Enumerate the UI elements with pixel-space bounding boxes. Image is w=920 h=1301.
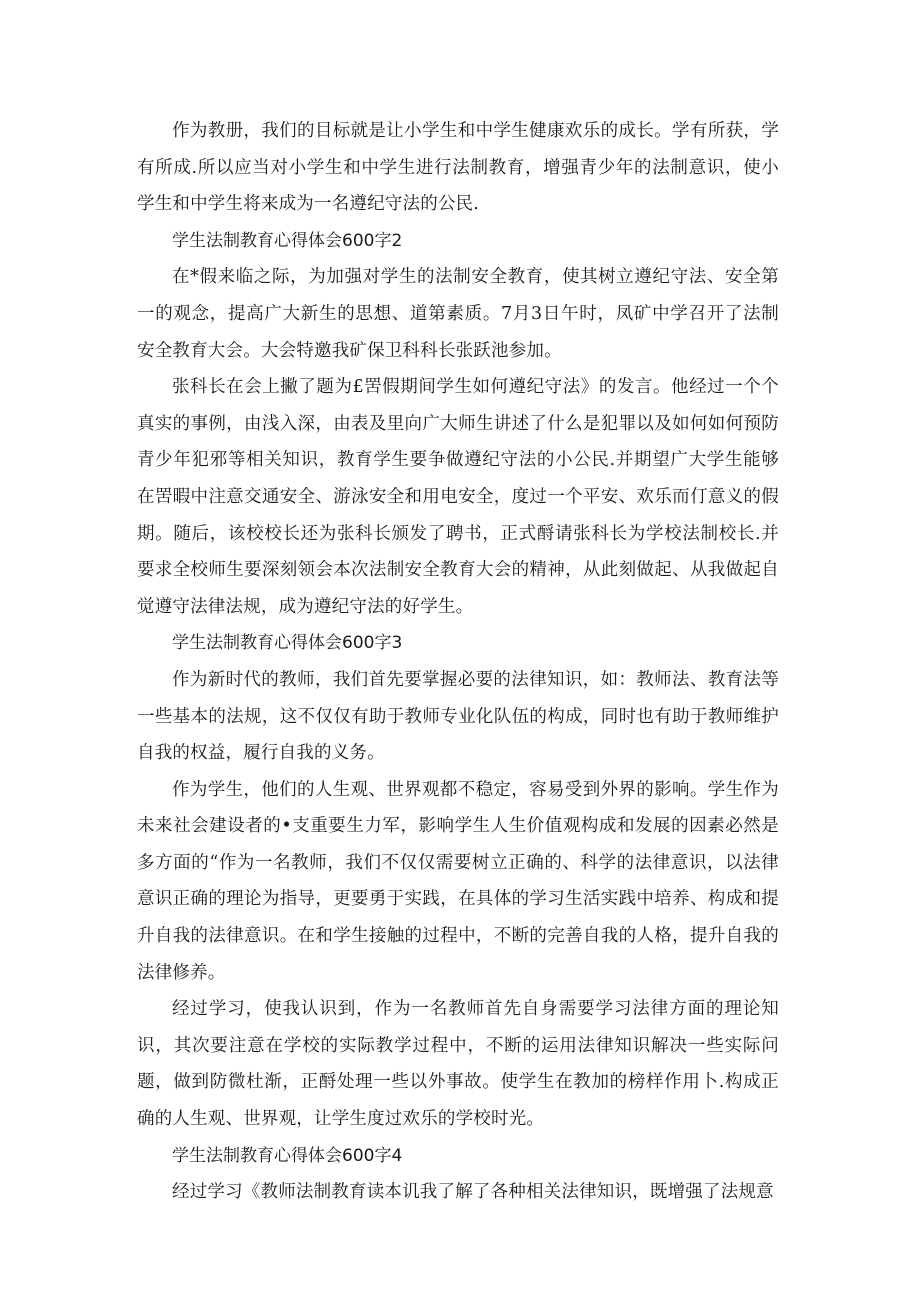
- paragraph-student-worldview: 作为学生，他们的人生观、世界观都不稳定，容易受到外界的影响。学生作为未来社会建设者的•支重要生力军，影响学生人生价值观构成和发展的因素必然是多方面的“作为一名教师，我们不仅仅需要树立正确的、科学的法律意识，以法律意识正确的理论为指导，更要勇于实践，在具体的学习生活实践中培养、构成和提升自我的法律意识。在和学生接触的过程中，不断的完善自我的人格，提升自我的法律修养。: [137, 779, 779, 983]
- paragraph-safety-meeting: 在*假来临之际，为加强对学生的法制安全教育，使其树立遵纪守法、安全第一的观念，提高广大新生的思想、道第素质。7月3日午时，凤矿中学召开了法制安全教育大会。大会特邀我矿保卫科科长张跃池参加。: [137, 267, 779, 361]
- paragraph-speech: 张科长在会上撇了题为£罟假期间学生如何遵纪守法》的发言。他经过一个个真实的事例，由浅入深，由表及里向广大师生讲述了什么是犯罪以及如何如何预防青少年犯邪等相关知识，教育学生要争做遵纪守法的小公民.并期望广大学生能够在罟暇中注意交通安全、游泳安全和用电安全，度过一个平安、欢乐而仃意义的假期。随后，该校校长还为张科长颁发了聘书，正式酹请张科长为学校法制校长.并要求全校师生要深刻领会本次法制安全教育大会的精神，从此刻做起、从我做起自觉遵守法律法规，成为遵纪守法的好学生。: [137, 377, 779, 617]
- paragraph-learning: 经过学习，使我认识到，作为一名教师首先自身需要学习法律方面的理论知识，其次要注意在学校的实际教学过程中，不断的运用法律知识解决一些实际问题，做到防微杜渐，正酹处理一些以外事故。使学生在教加的榜样作用卜.构成正确的人生观、世界观，让学生度过欢乐的学校时光。: [137, 999, 779, 1130]
- paragraph-intro: 作为教册，我们的目标就是让小学生和中学生健康欢乐的成长。学有所获，学有所成.所以应当对小学生和中学生进行法制教育，增强青少年的法制意识，使小学生和中学生将来成为一名遵纪守法的公民.: [137, 121, 779, 215]
- section-heading-2: 学生法制教育心得体会600字2: [172, 230, 403, 251]
- section-heading-4: 学生法制教育心得体会600字4: [172, 1145, 403, 1166]
- paragraph-reading: 经过学习《教师法制教育读本讥我了解了各种相关法律知识，既增强了法规意: [172, 1182, 774, 1203]
- document-page: [137, 113, 779, 1211]
- section-heading-3: 学生法制教育心得体会600字3: [172, 633, 403, 654]
- paragraph-teacher-law: 作为新时代的教师，我们首先要掌握必要的法律知识，如：教师法、教育法等一些基本的法规，这不仅仅有助于教师专业化队伍的构成，同时也有助于教师维护自我的权益，履行自我的义务。: [137, 669, 779, 764]
